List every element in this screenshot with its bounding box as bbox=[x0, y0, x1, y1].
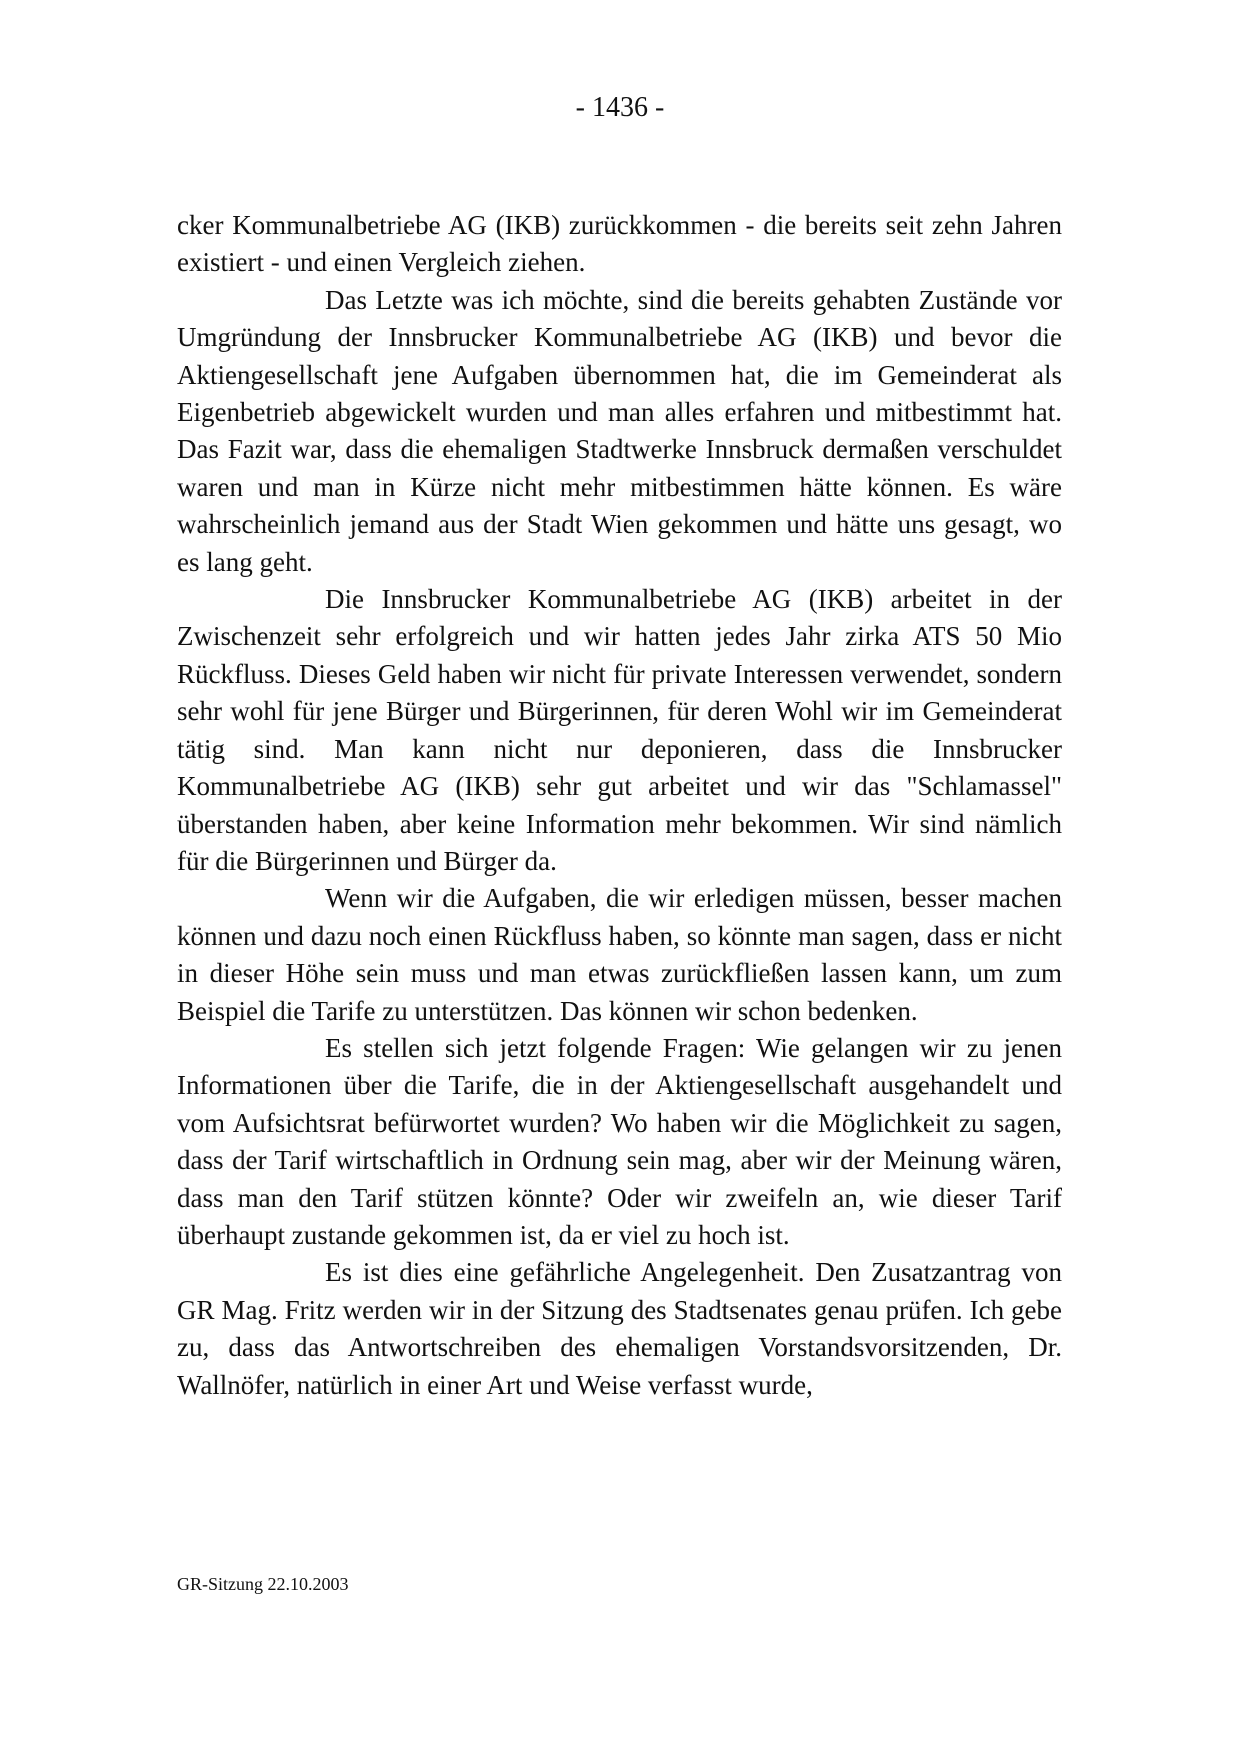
paragraph-1: cker Kommunalbetriebe AG (IKB) zurückkommen - die bereits seit zehn Jahren existiert - und einen Vergleich ziehen. bbox=[177, 210, 1062, 278]
paragraph-3: Die Innsbrucker Kommunalbetriebe AG (IKB) arbeitet in der Zwischenzeit sehr erfolgreich und wir hatten jedes Jahr zirka ATS 50 Mio Rückfluss. Dieses Geld haben wir nicht für private Interessen verwendet, sondern sehr wohl für jene Bürger und Bürgerinnen, für deren Wohl wir im Gemeinderat tätig sind. Man kann nicht nur deponieren, dass die Innsbrucker Kommunalbetriebe AG (IKB) sehr gut arbeitet und wir das "Schlamassel" überstanden haben, aber keine Information mehr bekommen. Wir sind nämlich für die Bürgerinnen und Bürger da. bbox=[177, 584, 1062, 876]
paragraph-5: Es stellen sich jetzt folgende Fragen: Wie gelangen wir zu jenen Informationen über die Tarife, die in der Aktiengesellschaft ausgehandelt und vom Aufsichtsrat befürwortet wurden? Wo haben wir die Möglichkeit zu sagen, dass der Tarif wirtschaftlich in Ordnung sein mag, aber wir der Meinung wären, dass man den Tarif stützen könnte? Oder wir zweifeln an, wie dieser Tarif überhaupt zustande gekommen ist, da er viel zu hoch ist. bbox=[177, 1032, 1062, 1250]
body-text bbox=[177, 207, 1062, 1404]
paragraph-4: Wenn wir die Aufgaben, die wir erledigen müssen, besser machen können und dazu noch einen Rückfluss haben, so könnte man sagen, dass er nicht in dieser Höhe sein muss und man etwas zurückfließen lassen kann, um zum Beispiel die Tarife zu unterstützen. Das können wir schon bedenken. bbox=[177, 883, 1062, 1026]
paragraph-2: Das Letzte was ich möchte, sind die bereits gehabten Zustände vor Umgründung der Innsbrucker Kommunalbetriebe AG (IKB) und bevor die Aktiengesellschaft jene Aufgaben übernommen hat, die im Gemeinderat als Eigenbetrieb abgewickelt wurden und man alles erfahren und mitbestimmt hat. Das Fazit war, dass die ehemaligen Stadtwerke Innsbruck dermaßen verschuldet waren und man in Kürze nicht mehr mitbestimmen hätte können. Es wäre wahrscheinlich jemand aus der Stadt Wien gekommen und hätte uns gesagt, wo es lang geht. bbox=[177, 284, 1062, 577]
footer-session-label: GR-Sitzung 22.10.2003 bbox=[177, 1574, 349, 1594]
paragraph-6: Es ist dies eine gefährliche Angelegenheit. Den Zusatzantrag von GR Mag. Fritz werden wir in der Sitzung des Stadtsenates genau prüfen. Ich gebe zu, dass das Antwortschreiben des ehemaligen Vorstandsvorsitzenden, Dr. Wallnöfer, natürlich in einer Art und Weise verfasst wurde, bbox=[177, 1257, 1062, 1400]
page-number: - 1436 - bbox=[575, 92, 665, 123]
